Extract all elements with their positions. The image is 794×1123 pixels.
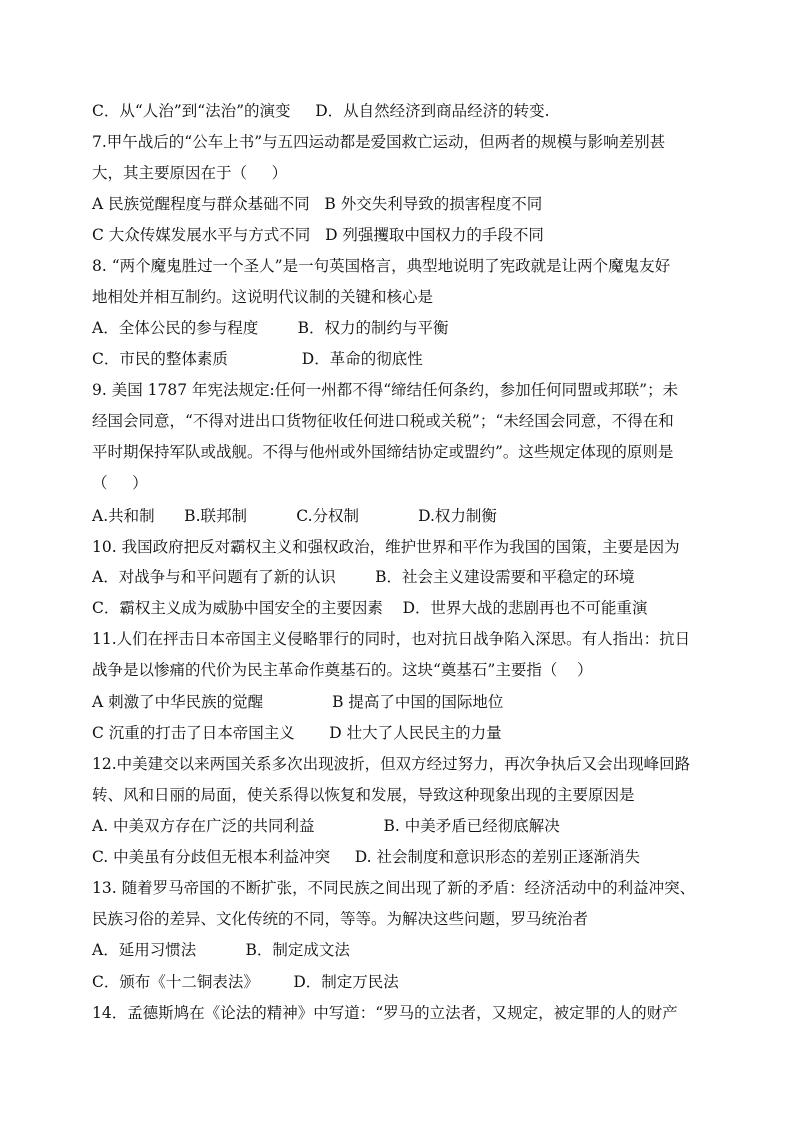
text-line: A 民族觉醒程度与群众基础不同 B 外交失利导致的损害程度不同: [92, 195, 543, 213]
text-line: C 沉重的打击了日本帝国主义 D 壮大了人民民主的力量: [92, 724, 502, 742]
text-line: 10. 我国政府把反对霸权主义和强权政治，维护世界和平作为我国的国策，主要是因为: [92, 538, 680, 556]
text-line: A．对战争与和平问题有了新的认识 B．社会主义建设需要和平稳定的环境: [92, 568, 635, 586]
text-line: 11.人们在抨击日本帝国主义侵略罪行的同时，也对抗日战争陷入深思。有人指出：抗日: [92, 630, 691, 648]
text-line: 大，其主要原因在于（ ）: [92, 164, 288, 182]
text-line: C. 中美虽有分歧但无根本利益冲突 D. 社会制度和意识形态的差别正逐渐消失: [92, 848, 641, 866]
text-line: A. 中美双方存在广泛的共同利益 B. 中美矛盾已经彻底解决: [92, 817, 560, 835]
text-line: 平时期保持军队或战舰。不得与他州或外国缔结协定或盟约”。这些规定体现的原则是: [92, 443, 674, 461]
text-line: C．市民的整体素质 D．革命的彻底性: [92, 350, 423, 368]
text-line: C．霸权主义成为威胁中国安全的主要因素 D．世界大战的悲剧再也不可能重演: [92, 599, 648, 617]
text-line: 12.中美建交以来两国关系多次出现波折，但双方经过努力，再次争执后又会出现峰回路: [92, 755, 691, 773]
text-line: 战争是以惨痛的代价为民主革命作奠基石的。这块“奠基石”主要指（ ）: [92, 661, 593, 679]
text-line: 转、风和日丽的局面，使关系得以恢复和发展，导致这种现象出现的主要原因是: [92, 786, 635, 804]
text-line: 民族习俗的差异、文化传统的不同，等等。为解决这些问题，罗马统治者: [92, 910, 589, 928]
text-line: （ ）: [92, 474, 148, 492]
text-line: A.共和制 B.联邦制 C.分权制 D.权力制衡: [92, 507, 497, 525]
text-line: 7.甲午战后的“公车上书”与五四运动都是爱国救亡运动，但两者的规模与影响差别甚: [92, 133, 666, 151]
text-line: C 大众传媒发展水平与方式不同 D 列强攫取中国权力的手段不同: [92, 226, 544, 244]
text-line: 地相处并相互制约。这说明代议制的关键和核心是: [92, 288, 434, 306]
text-line: 13. 随着罗马帝国的不断扩张，不同民族之间出现了新的矛盾：经济活动中的利益冲突、: [92, 879, 696, 897]
text-line: A．全体公民的参与程度 B．权力的制约与平衡: [92, 319, 449, 337]
text-line: 8. “两个魔鬼胜过一个圣人”是一句英国格言，典型地说明了宪政就是让两个魔鬼友好: [92, 257, 671, 275]
text-line: 经国会同意，“不得对进出口货物征收任何进口税或关税”；“未经国会同意，不得在和: [92, 412, 674, 430]
text-line: C．从“人治”到“法治”的演变 D．从自然经济到商品经济的转变.: [92, 102, 550, 120]
text-line: 9. 美国 1787 年宪法规定:任何一州都不得“缔结任何条约，参加任何同盟或邦联”；未: [92, 381, 679, 399]
text-line: C．颁布《十二铜表法》 D．制定万民法: [92, 973, 399, 991]
text-line: 14．孟德斯鸠在《论法的精神》中写道：“罗马的立法者，又规定，被定罪的人的财产: [92, 1004, 678, 1022]
text-line: A 刺激了中华民族的觉醒 B 提高了中国的国际地位: [92, 693, 504, 711]
text-line: A．延用习惯法 B．制定成文法: [92, 941, 350, 959]
